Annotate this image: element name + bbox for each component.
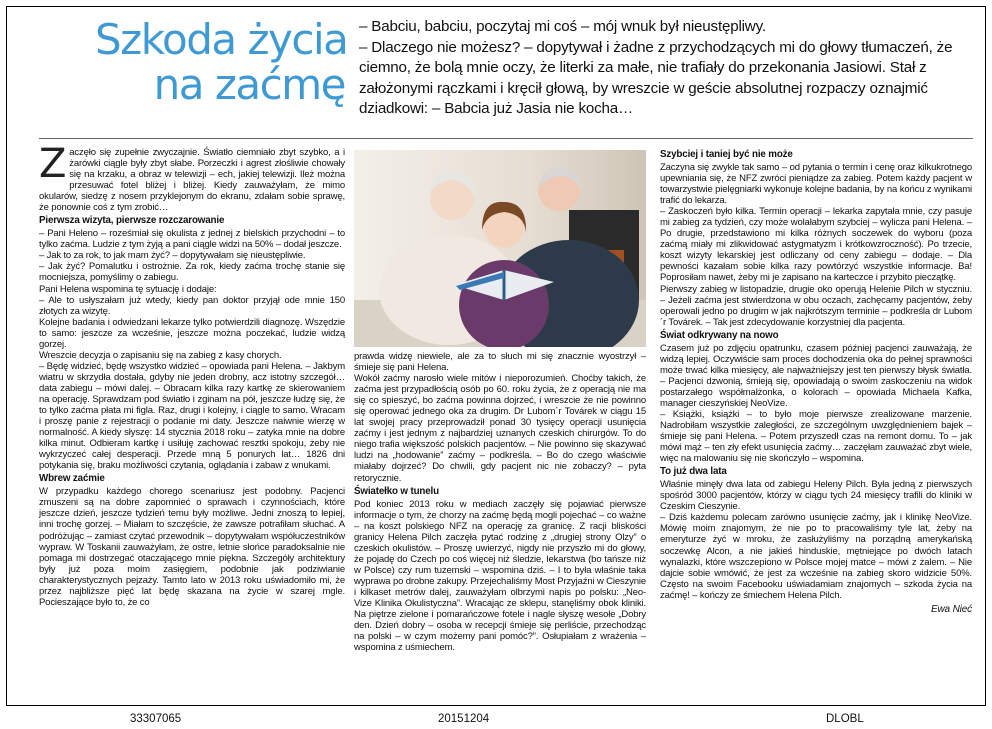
subheading-faster-cheaper: Szybciej i taniej być nie może xyxy=(660,149,793,160)
paragraph: Właśnie minęły dwa lata od zabiegu Heleny Pilch. Była jedną z pierwszych spośród 3000 pacjentów, którzy w ciągu tych 24 miesięcy trafili do kliniki w Czeskim Cieszynie. xyxy=(660,479,972,513)
drop-cap: Z xyxy=(39,141,67,187)
paragraph: Pierwszy zabieg w listopadzie, drugie oko operują Helenie Pilch w styczniu. – Jeżeli zaćma jest stwierdzona w obu oczach, zachęcamy pacjentów, żeby operowali jedno po drugim w jak najkrótszym terminie – podkreśla dr Lubom´r Továrek. – Tak jest zdecydowanie korzystniej dla pacjenta. xyxy=(660,283,972,328)
subheading-first-visit: Pierwsza wizyta, pierwsze rozczarowanie xyxy=(39,215,225,227)
paragraph: Pani Helena wspomina tę sytuację i dodaje: xyxy=(39,283,217,295)
header-divider xyxy=(39,138,973,139)
intro-paragraph xyxy=(39,141,345,214)
article-photo xyxy=(354,150,646,347)
paragraph: Czasem już po zdjęciu opatrunku, czasem później pacjenci zauważają, że widzą lepiej. Oczywiście sam proces dochodzenia oka do pełnej sprawności może trwać kilka miesięcy, ale najważniejszy jest ten pierwszy błysk światła. – Pacjenci dzwonią, śmieją się, opowiadają o swoim zaskoczeniu na widok postarzałego współmałżonka, o kolorach – opowiada Michaela Kafka, manager cieszyńskiej NeoVize. xyxy=(660,342,972,409)
title-line-2: na zaćmę xyxy=(153,60,345,109)
subheading-world-rediscovered: Świat odkrywany na nowo xyxy=(660,329,779,341)
lead-paragraph-2: – Dlaczego nie możesz? – dopytywał i żadne z przychodzących mi do głowy tłumaczeń, że ciemno, że bolą mnie oczy, że literki za małe, nie trafiały do przekonania Jasiowi. Stał z założonymi rączkami i kręcił głową, by wreszcie w geście absolutnej rozpaczy oznajmić dziadkowi: – Babcia już Jasia nie kocha… xyxy=(359,38,953,118)
paragraph: – Pani Heleno – roześmiał się okulista z jednej z bielskich przychodni – to tylko zaćma. Ludzie z tym żyją a pani ciągle widzi na 50% – dodał jeszcze. xyxy=(39,228,345,251)
article-title xyxy=(95,15,348,109)
paragraph: Pod koniec 2013 roku w mediach zaczęły się pojawiać pierwsze informacje o tym, że chorzy na zaćmę będą mogli pojechać – co ważne – na koszt polskiego NFZ na operację za granicę. Z racji bliskości granicy Helena Pilch zaczęła pytać rodzinę z „drugiej strony Olzy” o czeskich okulistów. – Proszę uwierzyć, nigdy nie przyszło mi do głowy, że pojadę do Czech po coś więcej niż śledzie, lekarstwa (bo tańsze niż w Polsce) czy rum tuzemski – wspomina dziś. – I to była właśnie taka wyprawa po drobne zakupy. Przejechaliśmy Most Przyjaźni w Cieszynie i kilkaset metrów dalej, zauważyłam olbrzymi napis po polsku: „Neo-Vize Klinika Okulistyczna”. Wracając ze sklepu, stanęliśmy obok kliniki. Na piętrze zielone i pomarańczowe fotele i nagle słyszę wesołe „Dobry den. Dzień dobry – osoba w recepcji śmieje się perliście, przechodząc na polski – w czym możemy pani pomóc?”. Osłupiałam z wrażenia – wspomina z uśmiechem. xyxy=(354,498,646,654)
subheading-against-cataract: Wbrew zaćmie xyxy=(39,473,105,485)
author-signature: Ewa Nieć xyxy=(930,603,972,615)
paragraph: – Dziś każdemu polecam zarówno usunięcie zaćmy, jak i klinikę NeoVize. Mówię moim znajomym, że nie po to pracowaliśmy tyle lat, żeby na emeryturze żyć w mroku, że zasłużyliśmy na porządną amerykańską soczewkę Alcon, a nie jakieś hinduskie, mętniejące po dwóch latach wynalazki, które wszczepiono w Polsce mojej matce – mówi z żalem. – Nie dajcie sobie wmówić, że jest za wcześnie na zabieg skoro widzicie 50%. Często na swoim Facebooku uświadamiam znajomych – szkoda życia na zaćmę! – kończy ze śmiechem Helena Pilch. xyxy=(660,512,972,601)
article-column-3 xyxy=(660,147,972,615)
title-line-1: Szkoda życia xyxy=(95,15,348,64)
paragraph: – Jak żyć? Pomalutku i ostrożnie. Za rok, kiedy zaćma trochę stanie się mocniejsza, pomyślimy o zabiegu. xyxy=(39,261,345,284)
paragraph: – Zaskoczeń było kilka. Termin operacji – lekarka zapytała mnie, czy pasuje mi zabieg za tydzień, czy może wolałabym szybciej – wylicza pani Helena. – Po drugie, przedstawiono mi kilka różnych soczewek do wyboru (poza zaćmą miały mi zlikwidować astygmatyzm i krótkowzroczność). Po trzecie, koszt wizyty lekarskiej jest odliczany od ceny zabiegu – dodaje. – Dla pewności kazałam sobie kilka razy powtórzyć wszystkie informacje. Ba! Poprosiłam nawet, żeby mi je zapisano na karteczce i przybito pieczątkę. xyxy=(660,206,972,284)
paragraph: Kolejne badania i odwiedzani lekarze tylko potwierdzili diagnozę. Wszędzie to samo: jeszcze za wcześnie, jeszcze można poczekać, ludzie widzą gorzej. xyxy=(39,316,345,350)
paragraph: – Jak to za rok, to jak mam żyć? – dopytywałam się nieustępliwie. xyxy=(39,250,306,262)
article-column-1 xyxy=(39,141,345,608)
footer-code-right: DLOBL xyxy=(826,713,864,725)
paragraph: – Ale to usłyszałam już wtedy, kiedy pan doktor przyjął ode mnie 150 złotych za wizytę. xyxy=(39,294,345,317)
subheading-two-years: To już dwa lata xyxy=(660,466,727,478)
family-reading-illustration xyxy=(354,150,646,347)
paragraph: Wokół zaćmy narosło wiele mitów i nieporozumień. Choćby takich, że zaćma jest przypadłością osób po 60. roku życia, że z operacją nie ma się co spieszyć, bo zaćma powinna dojrzeć, i wreszcie że nie powinno się operować jednego oka za drugim. Dr Lubom´r Továrek w ciągu 15 lat swojej pracy przeprowadził ponad 30 tysięcy operacji usunięcia zaćmy i jest jednym z najbardziej uznanych czeskich chirurgów. To do niego trafia większość polskich pacjentów. – Nie powinno się skazywać ludzi na „hodowanie” zaćmy – podkreśla. – Bo do czego właściwie miałaby dojrzeć? Do chwili, gdy pacjent nic nie zobaczy? – pyta retorycznie. xyxy=(354,373,646,484)
intro-text: aczęło się zupełnie zwyczajnie. Światło ciemniało zbyt szybko, a i żarówki ciągle były zbyt słabe. Porzeczki i agrest złośliwie chowały się na krzaku, a obraz w telewizji – ech, jakiej telewizji. Ileż można przesuwać fotel bliżej i bliżej. Kiedy zauważyłam, że mimo okularów, siedzę z nosem przyklejonym do ekranu, zdałam sobie sprawę, że ponownie coś z tym zrobić… xyxy=(39,147,345,214)
paragraph: – Będę widzieć, będę wszystko widzieć – opowiada pani Helena. – Jakbym wiatru w skrzydła dostała, gdyby nie jeden drobny, acz istotny szczegół… data zabiegu – mówi dalej. – Obracam kilka razy kartkę ze skierowaniem na operację. Sprawdzam pod światło i zginam na pół, jeszcze łudzę się, że to tylko zaćma płata mi figla. Raz, drugi i kolejny, i ciągle to samo. Wracam i proszę panie z rejestracji o podanie mi daty. Jeszcze naiwnie wierzę w normalność. A kiedy słyszę: 14 stycznia 2018 roku – zatyka mnie na dobre kilka minut. Odbieram kartkę i usiłuję zachować resztki spokoju, żeby nie wykrzyczeć całej desperacji. Przede mną 5 ponurych lat… 1826 dni potykania się, braku możliwości czytania, oglądania i zabaw z wnukami. xyxy=(39,360,345,472)
paragraph: W przypadku każdego chorego scenariusz jest podobny. Pacjenci zmuszeni są na dobre zapomnieć o sprawach i czynnościach, które jeszcze dzień, jeszcze tydzień temu były możliwe. Jedni znoszą to lepiej, inni trochę gorzej. – Miałam to szczęście, że zawsze potrafiłam słuchać. A podróżując – zamiast czytać przewodnik – dopytywałam współuczestników wypraw. W Toskanii zauważyłam, że ostre, letnie słońce paradoksalnie nie pomaga mi dostrzegać otaczającego mnie piękna. Szczegóły architektury były już poza moim zasięgiem, podobnie jak podziwianie charakterystycznych pejzaży. Tamto lato w 2013 roku uświadomiło mi, że przez najbliższe pięć lat będę skazana na życie w szarej mgle. Pocieszające było to, że co xyxy=(39,486,345,608)
subheading-light-in-tunnel: Światełko w tunelu xyxy=(354,485,439,497)
newspaper-page xyxy=(6,6,986,706)
article-column-2 xyxy=(354,351,646,653)
lead-paragraph-1: – Babciu, babciu, poczytaj mi coś – mój wnuk był nieustępliwy. xyxy=(359,18,766,35)
paragraph: Zaczyna się zwykle tak samo – od pytania o termin i cenę oraz kilkukrotnego upewniania się, że NFZ zwróci pieniądze za zabieg. Potem każdy pacjent w towarzystwie pielęgniarki wykonuje kolejne badania, by na końcu z wynikami trafić do lekarza. xyxy=(660,162,972,207)
paragraph: – Książki, książki – to było moje pierwsze zrealizowane marzenie. Nadrobiłam wszystkie zaległości, ze szczególnym uwzględnieniem bajek – śmieje się pani Helena. – Potem przyszedł czas na remont domu. To – jak mówi mąż – ten zły efekt usunięcia zaćmy… zaczęłam zauważać zbyt wiele, więc na malowaniu się nie skończyło – wspomina. xyxy=(660,408,972,465)
paragraph: Wreszcie decyzja o zapisaniu się na zabieg z kasy chorych. xyxy=(39,349,282,361)
footer-id-left: 33307065 xyxy=(130,713,182,725)
article-lead xyxy=(359,17,969,120)
footer-date: 20151204 xyxy=(438,713,490,725)
paragraph: prawda widzę niewiele, ale za to słuch mi się znacznie wyostrzył – śmieje się pani Helena. xyxy=(354,351,646,374)
